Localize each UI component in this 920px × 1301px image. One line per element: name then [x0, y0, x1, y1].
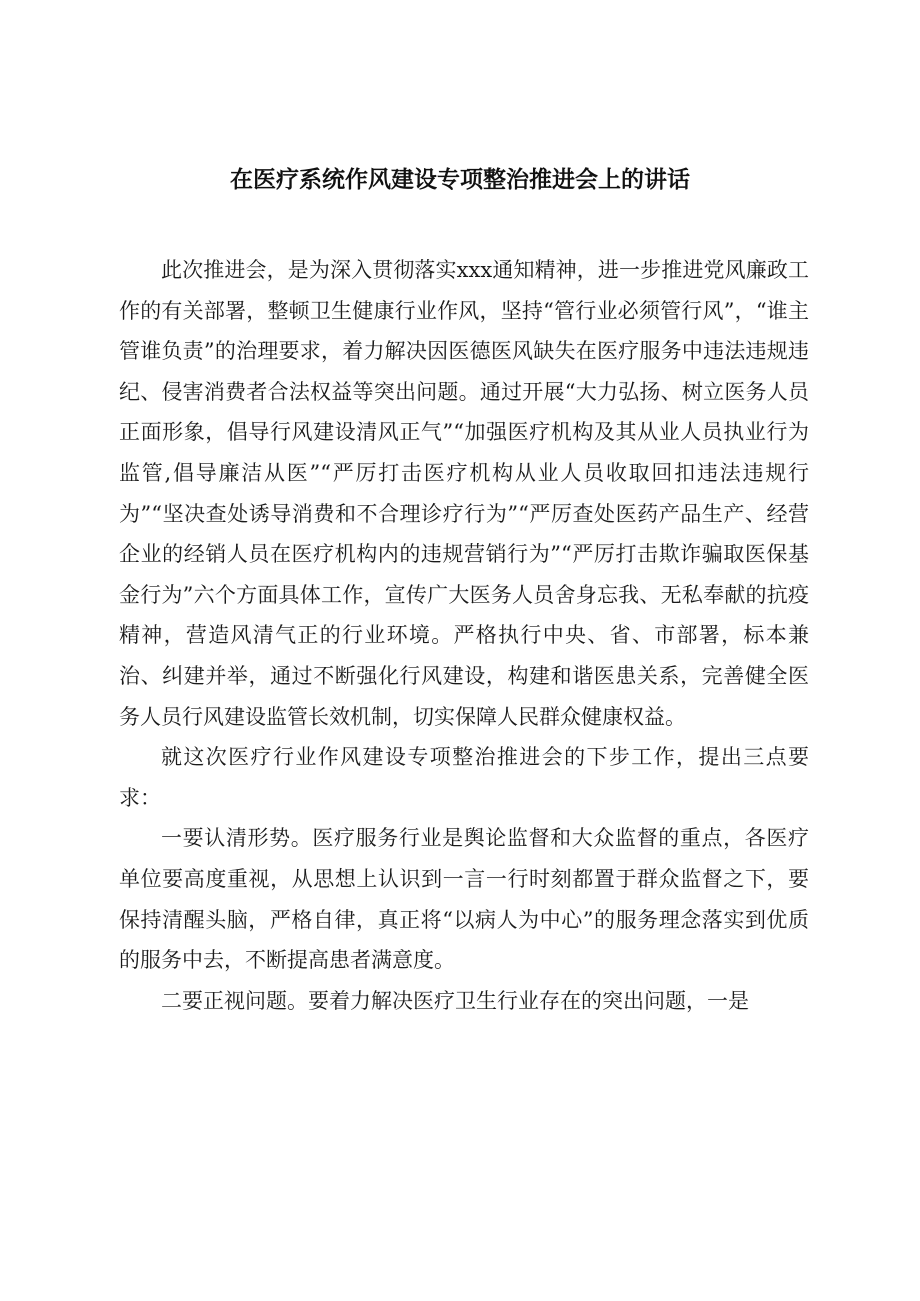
document-body [119, 250, 809, 1021]
paragraph-requirements-lead: 就这次医疗行业作风建设专项整治推进会的下步工作，提出三点要求： [119, 745, 809, 810]
paragraph-intro: 此次推进会，是为深入贯彻落实xxx通知精神，进一步推进党风廉政工作的有关部署，整顿卫生健康行业作风，坚持“管行业必须管行风”，“谁主管谁负责”的治理要求，着力解决因医德医风缺失在医疗服务中违法违规违纪、侵害消费者合法权益等突出问题。通过开展“大力弘扬、树立医务人员正面形象，倡导行风建设清风正气”“加强医疗机构及其从业人员执业行为监管,倡导廉洁从医”“严厉打击医疗机构从业人员收取回扣违法违规行为”“坚决查处诱导消费和不合理诊疗行为”“严厉查处医药产品生产、经营企业的经销人员在医疗机构内的违规营销行为”“严厉打击欺诈骗取医保基金行为”六个方面具体工作，宣传广大医务人员舍身忘我、无私奉献的抗疫精神，营造风清气正的行业环境。严格执行中央、省、市部署，标本兼治、纠建并举，通过不断强化行风建设，构建和谐医患关系，完善健全医务人员行风建设监管长效机制，切实保障人民群众健康权益。 [119, 258, 809, 729]
paragraph-point-one: 一要认清形势。医疗服务行业是舆论监督和大众监督的重点，各医疗单位要高度重视，从思想上认识到一言一行时刻都置于群众监督之下，要保持清醒头脑，严格自律，真正将“以病人为中心”的服务理念落实到优质的服务中去，不断提高患者满意度。 [119, 826, 809, 973]
document-title: 在医疗系统作风建设专项整治推进会上的讲话 [230, 167, 690, 193]
paragraph-point-two: 二要正视问题。要着力解决医疗卫生行业存在的突出问题，一是 [161, 988, 749, 1013]
